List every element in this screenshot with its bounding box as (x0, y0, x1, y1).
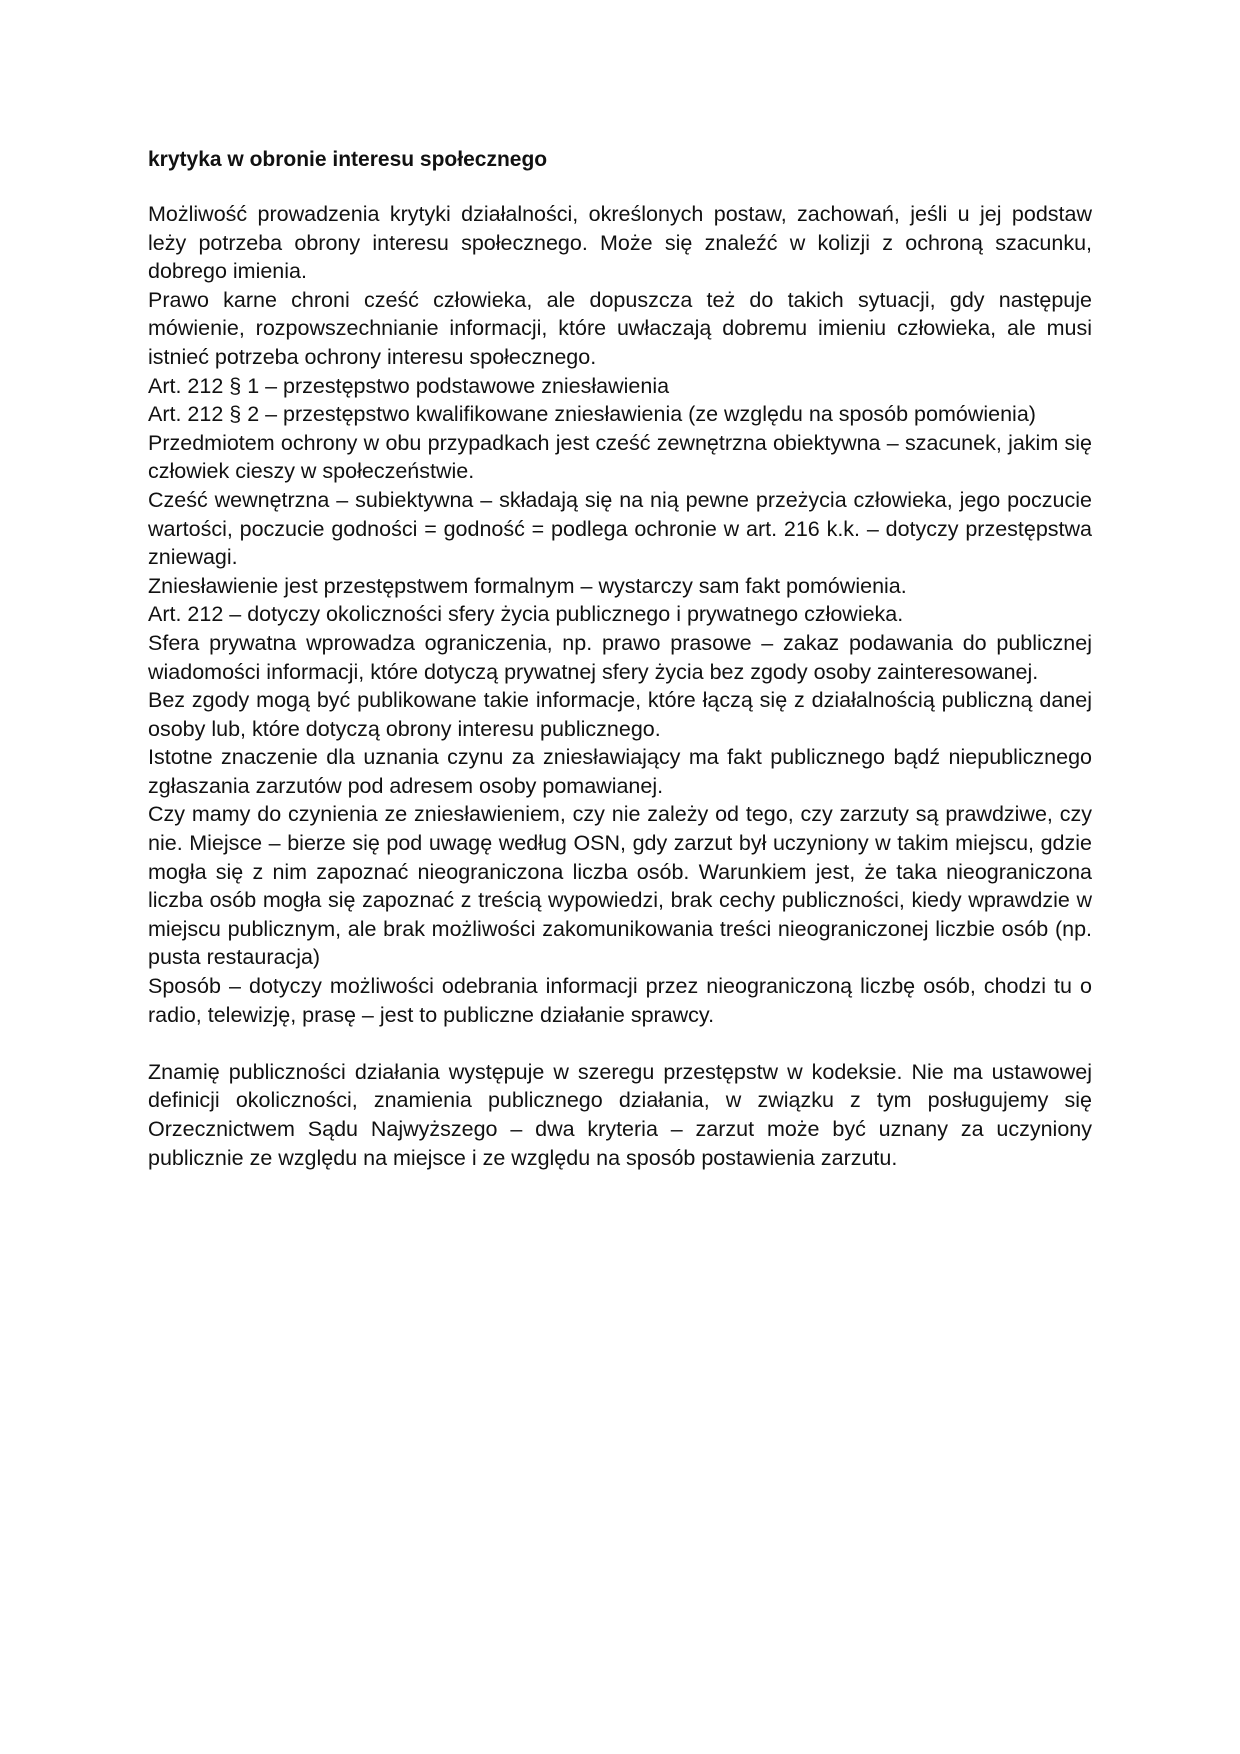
paragraph: Cześć wewnętrzna – subiektywna – składają się na nią pewne przeżycia człowieka, jego poczucie wartości, poczucie godności = godność = podlega ochronie w art. 216 k.k. – dotyczy przestępstwa zniewagi. (148, 487, 1092, 570)
paragraph-gap (148, 1029, 1092, 1058)
paragraph: Art. 212 § 1 – przestępstwo podstawowe zniesławienia (148, 373, 670, 398)
paragraph: Art. 212 – dotyczy okoliczności sfery życia publicznego i prywatnego człowieka. (148, 602, 904, 627)
paragraph: Sfera prywatna wprowadza ograniczenia, np. prawo prasowe – zakaz podawania do publicznej wiadomości informacji, które dotyczą prywatnej sfery życia bez zgody osoby zainteresowanej. (148, 630, 1092, 684)
paragraph: Możliwość prowadzenia krytyki działalności, określonych postaw, zachowań, jeśli u jej podstaw leży potrzeba obrony interesu społecznego. Może się znaleźć w kolizji z ochroną szacunku, dobrego imienia. (148, 202, 1092, 284)
paragraph: Bez zgody mogą być publikowane takie informacje, które łączą się z działalnością publiczną danej osoby lub, które dotyczą obrony interesu publicznego. (148, 688, 1092, 741)
paragraph: Przedmiotem ochrony w obu przypadkach jest cześć zewnętrzna obiektywna – szacunek, jakim się człowiek cieszy w społeczeństwie. (148, 430, 1092, 484)
paragraph: Zniesławienie jest przestępstwem formalnym – wystarczy sam fakt pomówienia. (148, 573, 907, 598)
document-page (148, 146, 1092, 1172)
paragraph: Czy mamy do czynienia ze zniesławieniem, czy nie zależy od tego, czy zarzuty są prawdziwe, czy nie. Miejsce – bierze się pod uwagę według OSN, gdy zarzut był uczyniony w takim miejscu, gdzie mogła się z nim zapoznać nieograniczona liczba osób. Warunkiem jest, że taka nieograniczona liczba osób mogła się zapoznać z treścią wypowiedzi, brak cechy publiczności, kiedy wprawdzie w miejscu publicznym, ale brak możliwości zakomunikowania treści nieograniczonej liczbie osób (np. pusta restauracja) (148, 802, 1092, 970)
document-title: krytyka w obronie interesu społecznego (148, 148, 548, 171)
paragraph: Sposób – dotyczy możliwości odebrania informacji przez nieograniczoną liczbę osób, chodzi tu o radio, telewizję, prasę – jest to publiczne działanie sprawcy. (148, 974, 1092, 1027)
closing-paragraph: Znamię publiczności działania występuje w szeregu przestępstw w kodeksie. Nie ma ustawowej definicji okoliczności, znamienia publicznego działania, w związku z tym posługujemy się Orzecznictwem Sądu Najwyższego – dwa kryteria – zarzut może być uznany za uczyniony publicznie ze względu na miejsce i ze względu na sposób postawienia zarzutu. (148, 1059, 1092, 1170)
paragraph: Istotne znaczenie dla uznania czynu za zniesławiający ma fakt publicznego bądź niepublicznego zgłaszania zarzutów pod adresem osoby pomawianej. (148, 745, 1092, 798)
paragraph: Art. 212 § 2 – przestępstwo kwalifikowane zniesławienia (ze względu na sposób pomówienia) (148, 402, 1036, 427)
paragraph: Prawo karne chroni cześć człowieka, ale dopuszcza też do takich sytuacji, gdy następuje mówienie, rozpowszechnianie informacji, które uwłaczają dobremu imieniu człowieka, ale musi istnieć potrzeba ochrony interesu społecznego. (148, 287, 1092, 369)
